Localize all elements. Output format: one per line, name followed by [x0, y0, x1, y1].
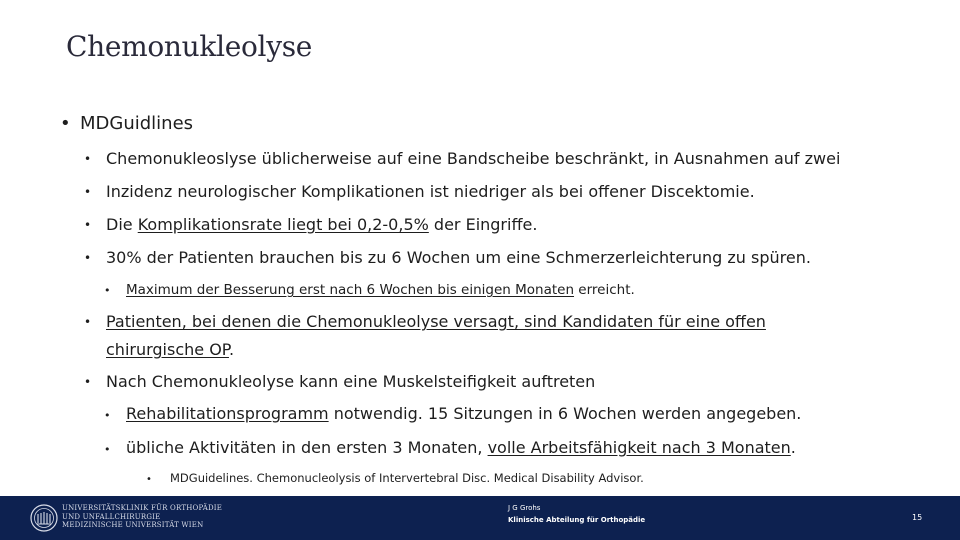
bullet-text-post: .	[228, 340, 235, 359]
bullet-text: Nach Chemonukleolyse kann eine Muskelsteifigkeit auftreten	[106, 372, 596, 391]
bullet-level3	[104, 438, 796, 457]
bullet-level2	[84, 312, 766, 331]
underlined-text: Komplikationsrate liegt bei 0,2-0,5%	[137, 215, 429, 234]
bullet-icon: •	[104, 443, 111, 456]
underlined-text: Rehabilitationsprogramm	[126, 404, 329, 423]
bullet-level2	[84, 248, 811, 267]
bullet-level3	[104, 282, 635, 298]
bullet-text-post: erreicht.	[574, 282, 635, 298]
department-name: Klinische Abteilung für Orthopädie	[508, 516, 646, 524]
bullet-icon: •	[104, 409, 111, 422]
university-line: UND UNFALLCHIRURGIE	[62, 512, 161, 521]
bullet-icon: •	[84, 315, 92, 329]
bullet-text: 30% der Patienten brauchen bis zu 6 Wochen um eine Schmerzerleichterung zu spüren.	[106, 248, 811, 267]
slide-title: Chemonukleolyse	[66, 30, 313, 63]
university-name	[62, 504, 222, 530]
reference-note	[146, 471, 644, 485]
underlined-text: Maximum der Besserung erst nach 6 Wochen bis einigen Monaten	[126, 282, 575, 298]
bullet-level3	[104, 404, 801, 423]
bullet-text-pre: Die	[106, 215, 138, 234]
bullet-icon: •	[146, 474, 152, 485]
underlined-text: Patienten, bei denen die Chemonukleolyse versagt, sind Kandidaten für eine offen	[106, 312, 766, 331]
bullet-continuation	[106, 340, 234, 359]
university-seal-icon	[30, 504, 58, 532]
underlined-text: chirurgische OP	[106, 340, 229, 359]
reference-text: MDGuidelines. Chemonucleolysis of Intervertebral Disc. Medical Disability Advisor.	[170, 471, 644, 485]
bullet-text: MDGuidlines	[80, 113, 194, 134]
bullet-level1	[60, 113, 193, 134]
bullet-level2	[84, 182, 755, 201]
bullet-icon: •	[84, 185, 92, 199]
bullet-level2	[84, 372, 595, 391]
bullet-icon: •	[104, 284, 111, 297]
bullet-text-post: der Eingriffe.	[428, 215, 538, 234]
author-name: J G Grohs	[508, 504, 541, 512]
page-number: 15	[912, 513, 923, 522]
bullet-text: Chemonukleoslyse üblicherweise auf eine Bandscheibe beschränkt, in Ausnahmen auf zwei	[106, 149, 841, 168]
bullet-text: Inzidenz neurologischer Komplikationen ist niedriger als bei offener Discektomie.	[106, 182, 755, 201]
bullet-icon: •	[84, 251, 92, 265]
bullet-icon: •	[84, 375, 92, 389]
footer-bar	[0, 496, 960, 540]
university-line: MEDIZINISCHE UNIVERSITÄT WIEN	[62, 521, 204, 529]
underlined-text: volle Arbeitsfähigkeit nach 3 Monaten	[487, 438, 791, 457]
bullet-level2	[84, 149, 840, 168]
bullet-icon: •	[84, 152, 92, 166]
bullet-text-post: .	[790, 438, 796, 457]
university-line: UNIVERSITÄTSKLINIK FÜR ORTHOPÄDIE	[62, 504, 223, 512]
bullet-icon: •	[60, 113, 71, 134]
bullet-text-pre: übliche Aktivitäten in den ersten 3 Monaten,	[126, 438, 488, 457]
bullet-text-post: notwendig. 15 Sitzungen in 6 Wochen werden angegeben.	[328, 404, 802, 423]
bullet-icon: •	[84, 218, 92, 232]
bullet-level2	[84, 215, 537, 234]
